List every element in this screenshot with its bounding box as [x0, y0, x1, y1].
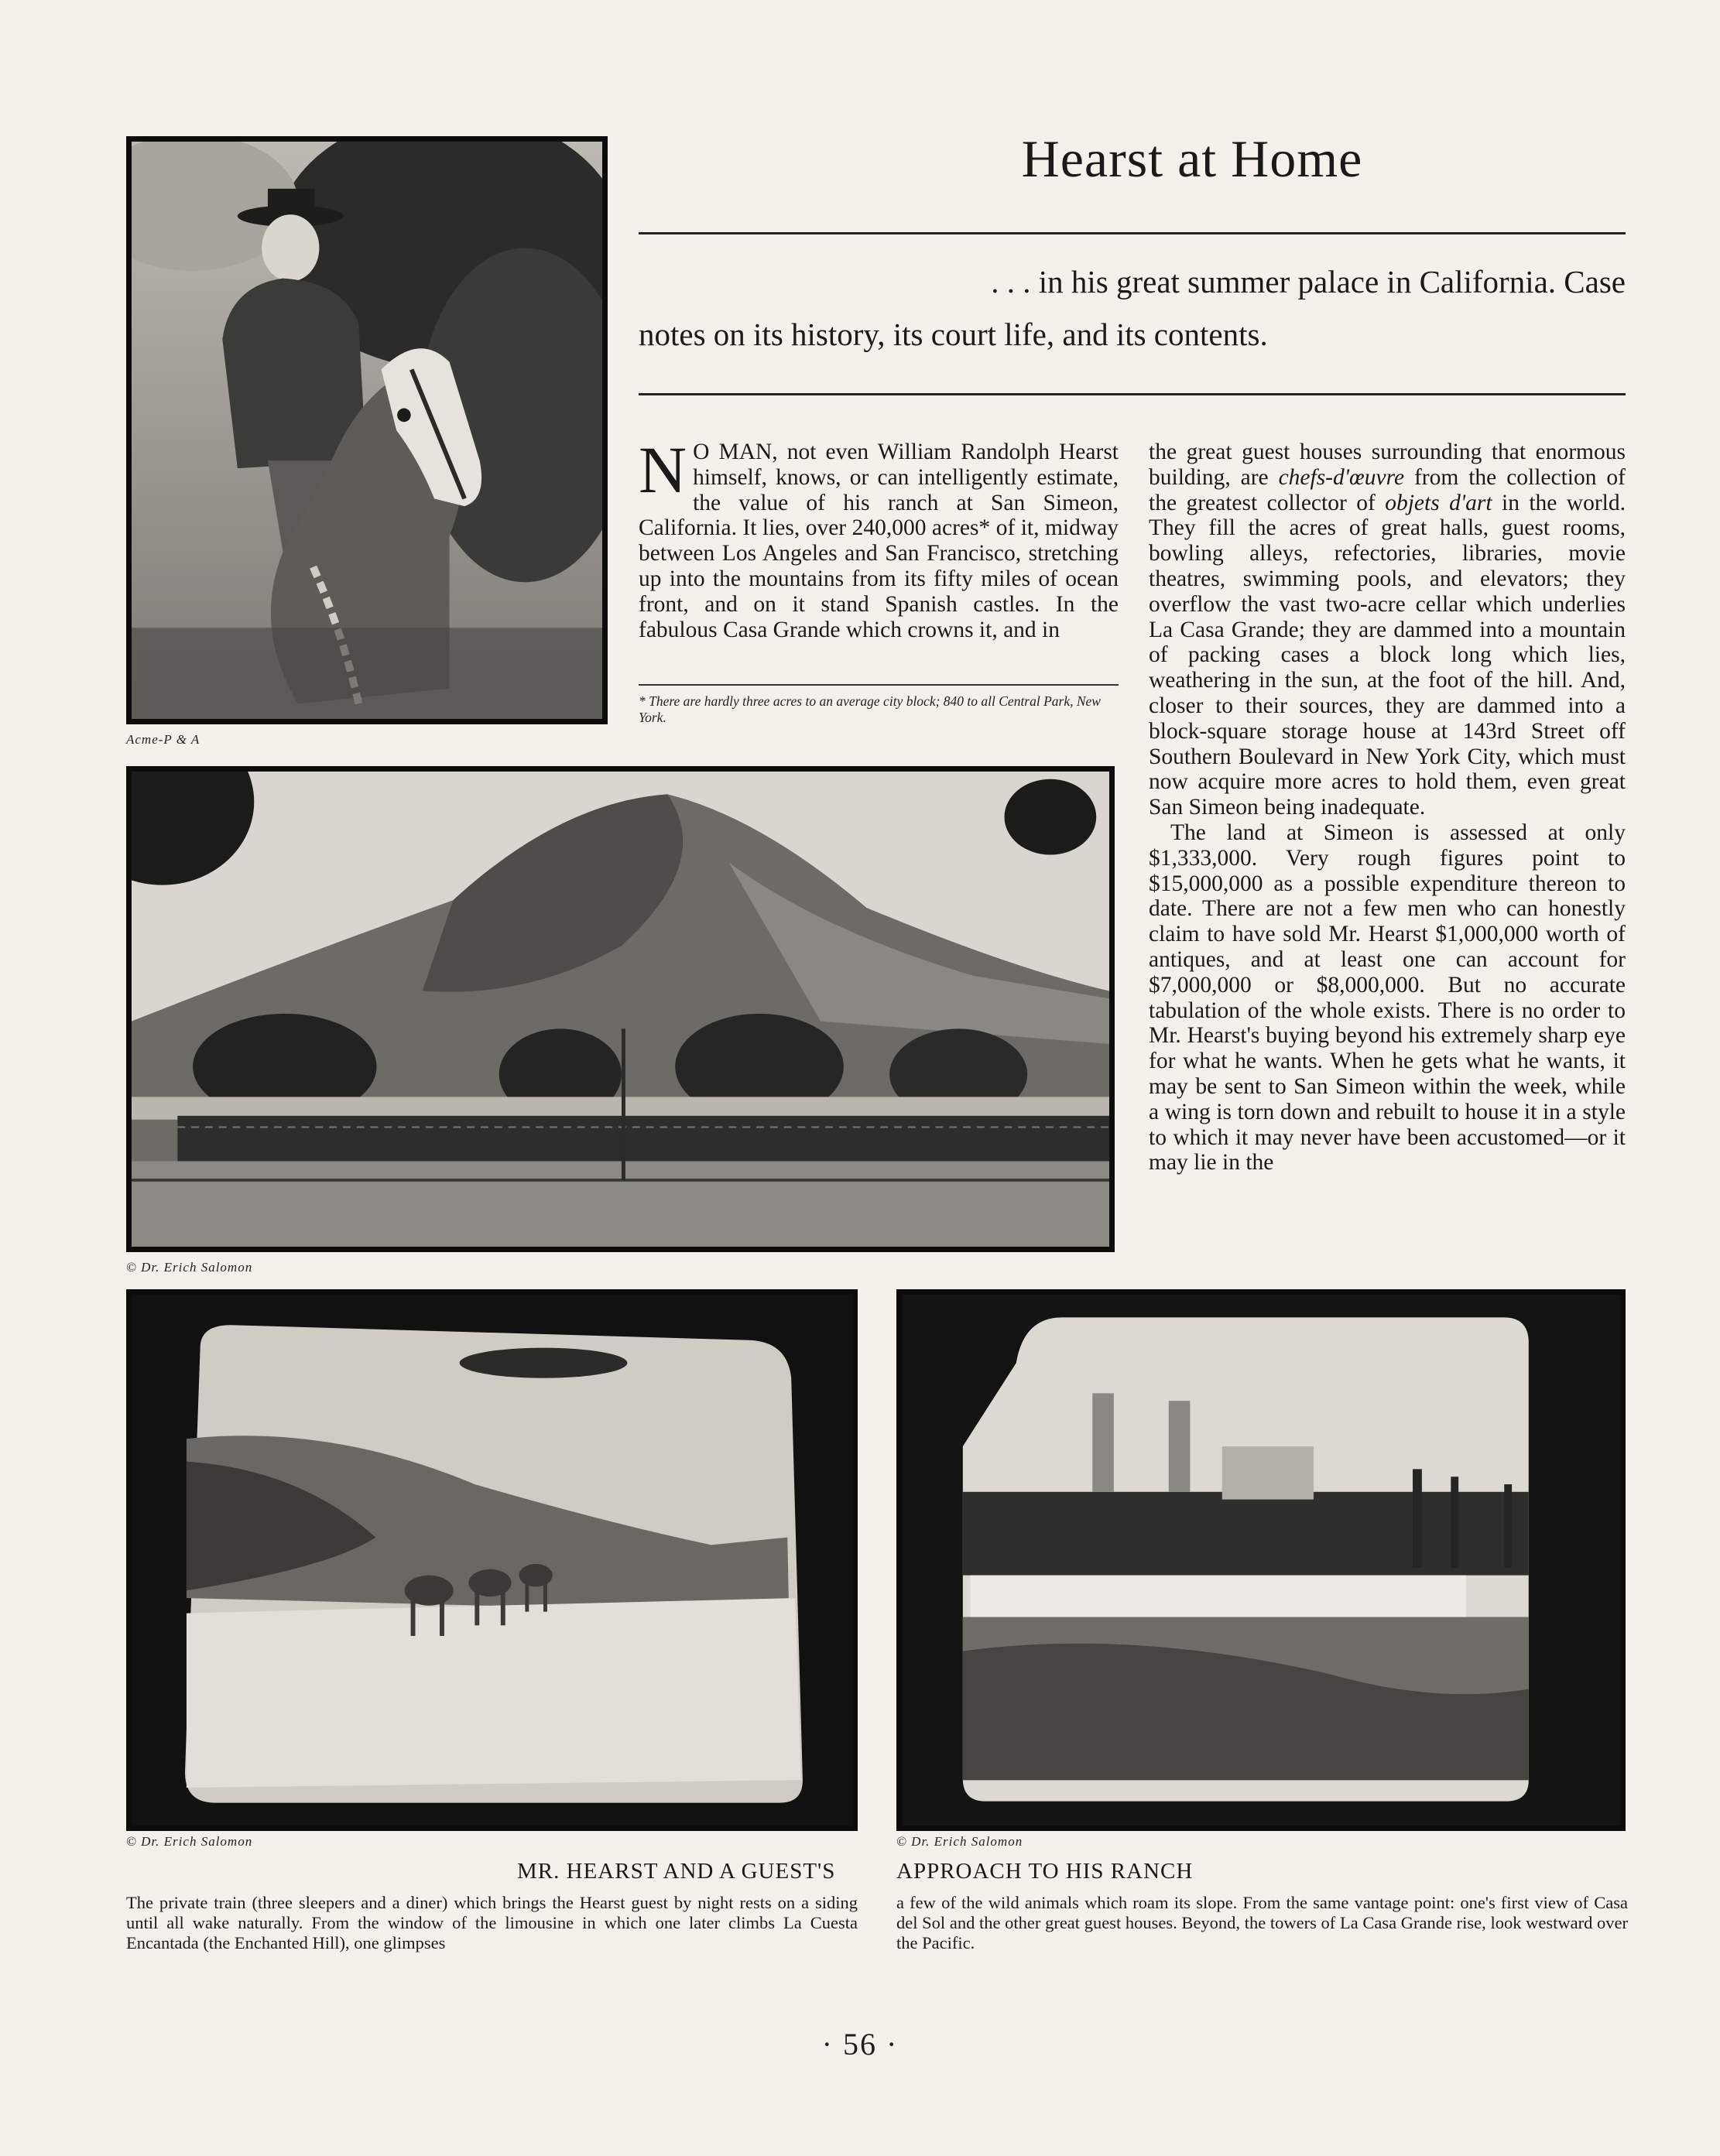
article-paragraph-1-text: O MAN, not even William Randolph Hearst himself, knows, or can intelligently estimate, the value of his ranch at San Simeon, California. It lies, over 240,000 acres* of it, midway between Los Angeles and San Francisco, stretching up into the mountains from its fifty miles of ocean front, and on it stand Spanish castles. In the fabulous Casa Grande which crowns it, and in [639, 440, 1119, 642]
caption-left: The private train (three sleepers and a diner) which brings the Hearst guest by night rests on a siding until all wake naturally. From the window of the limousine in which one later climbs La Cuesta Encantada (the Enchanted Hill), one glimpses [126, 1893, 858, 1952]
article-column-2 [1149, 440, 1626, 1176]
footnote: * There are hardly three acres to an average city block; 840 to all Central Park, New York. [639, 693, 1101, 725]
photo-castle-through-window [896, 1289, 1626, 1831]
caption-right: a few of the wild animals which roam its slope. From the same vantage point: one's first view of Casa del Sol and the other great guest houses. Beyond, the towers of La Casa Grande rise, look westward over the Pacific. [896, 1893, 1628, 1952]
drop-cap: N [639, 433, 687, 507]
photo-mountain-and-train [126, 766, 1115, 1252]
text-run: the great guest houses surrounding that enormous building, are [1149, 440, 1626, 490]
title-rule-top [639, 232, 1626, 234]
title-rule-bottom [639, 393, 1626, 395]
subtitle-line-2: notes on its history, its court life, and its contents. [639, 317, 1268, 352]
article-paragraph-3: The land at Simeon is assessed at only $1,333,000. Very rough figures point to $15,000,000 as a possible expenditure thereon to date. There are not a few men who can honestly claim to have sold Mr. Hearst $1,000,000 worth of antiques, and at least one can account for $7,000,000 or $8,000,000. But no accurate tabulation of the whole exists. There is no order to Mr. Hearst's buying beyond his extremely sharp eye for what he wants. When he gets what he wants, it may be sent to San Simeon within the week, while a wing is torn down and rebuilt to house it in a style to which it may never have been accustomed—or it may lie in the [1149, 820, 1626, 1176]
text-run: from the collection of the greatest collector of [1149, 464, 1626, 515]
page-title: Hearst at Home [1021, 129, 1363, 188]
photo-credit-castle: © Dr. Erich Salomon [896, 1834, 1023, 1849]
photo-credit-mountain: © Dr. Erich Salomon [126, 1260, 253, 1275]
article-column-1 [639, 433, 1119, 642]
text-run: in the world. They fill the acres of great halls, guest rooms, bowling alleys, refectories, libraries, movie theatres, swimming pools, and elevators; they overflow the vast two-acre cellar which underlies La Casa Grande; they are dammed into a mountain of packing cases a block long which lies, weathering in the sun, at the foot of the hill. And, closer to their sources, they are dammed into a block-square storage house at 143rd Street off Southern Boulevard in New York City, which must now acquire more acres to hold them, even great San Simeon being inadequate. [1149, 490, 1626, 820]
photo-credit-rider: Acme-P & A [126, 732, 200, 747]
text-run-italic: objets d'art [1385, 490, 1492, 515]
article-paragraph-1 [639, 433, 1119, 642]
article-paragraph-2 [1149, 440, 1626, 820]
photo-hearst-on-horse [126, 136, 608, 724]
footnote-rule [639, 684, 1119, 686]
subtitle [639, 255, 1626, 361]
photo-credit-deer: © Dr. Erich Salomon [126, 1834, 253, 1849]
caption-head-right: APPROACH TO HIS RANCH [896, 1859, 1194, 1884]
text-run-italic: chefs-d'œuvre [1278, 464, 1405, 490]
caption-head-left: MR. HEARST AND A GUEST'S [517, 1859, 836, 1884]
subtitle-line-1: . . . in his great summer palace in California. Case [991, 264, 1626, 299]
page-number: · 56 · [821, 2027, 899, 2062]
photo-deer-through-window [126, 1289, 858, 1831]
